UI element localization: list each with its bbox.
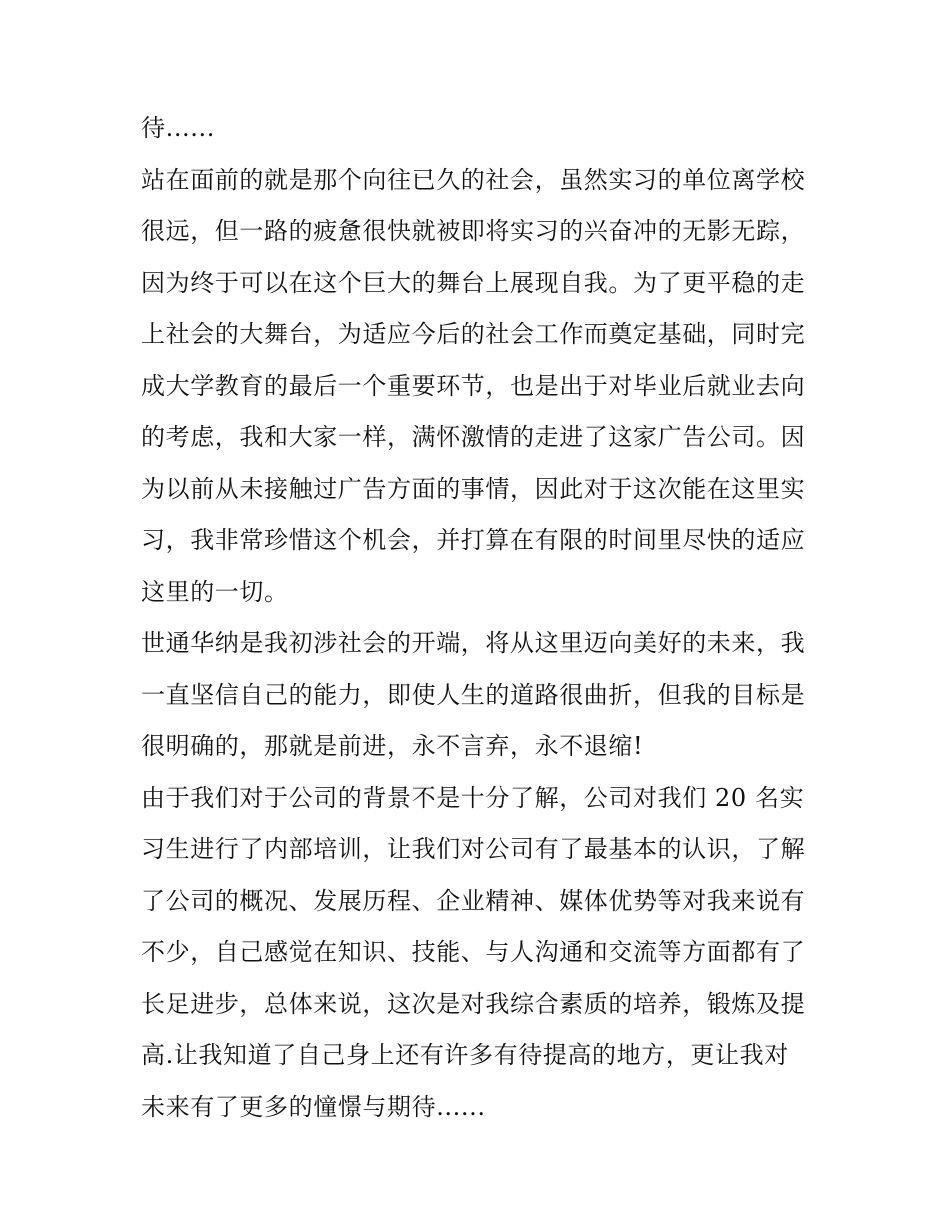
text-line-7: 的考虑，我和大家一样，满怀激情的走进了这家广告公司。因 (141, 423, 806, 451)
text-line-20: 未来有了更多的憧憬与期待...... (141, 1092, 486, 1121)
text-line-5: 上社会的大舞台，为适应今后的社会工作而奠定基础，同时完 (141, 320, 806, 348)
text-line-9: 习，我非常珍惜这个机会，并打算在有限的时间里尽快的适应 (141, 526, 806, 554)
text-line-6: 成大学教育的最后一个重要环节，也是出于对毕业后就业去向 (141, 371, 806, 400)
text-line-10: 这里的一切。 (141, 577, 289, 606)
text-line-19: 高.让我知道了自己身上还有许多有待提高的地方，更让我对 (141, 1041, 789, 1069)
text-line-13: 很明确的，那就是前进，永不言弃，永不退缩! (141, 732, 644, 760)
text-line-4: 因为终于可以在这个巨大的舞台上展现自我。为了更平稳的走 (141, 268, 806, 297)
text-line-3: 很远，但一路的疲惫很快就被即将实习的兴奋冲的无影无踪， (141, 217, 806, 245)
text-line-16: 了公司的概况、发展历程、企业精神、媒体优势等对我来说有 (141, 886, 806, 915)
text-line-14: 由于我们对于公司的背景不是十分了解，公司对我们 20 名实 (141, 783, 805, 812)
text-line-1: 待...... (141, 114, 215, 142)
text-line-18: 长足进步，总体来说，这次是对我综合素质的培养，锻炼及提 (141, 989, 806, 1018)
text-line-11: 世通华纳是我初涉社会的开端，将从这里迈向美好的未来，我 (141, 629, 806, 657)
document-body (141, 103, 821, 1133)
text-line-15: 习生进行了内部培训，让我们对公司有了最基本的认识，了解 (141, 835, 806, 863)
text-line-8: 为以前从未接触过广告方面的事情，因此对于这次能在这里实 (141, 474, 806, 503)
text-line-2: 站在面前的就是那个向往已久的社会，虽然实习的单位离学校 (141, 165, 806, 194)
text-line-17: 不少，自己感觉在知识、技能、与人沟通和交流等方面都有了 (141, 938, 806, 966)
text-line-12: 一直坚信自己的能力，即使人生的道路很曲折，但我的目标是 (141, 680, 806, 709)
